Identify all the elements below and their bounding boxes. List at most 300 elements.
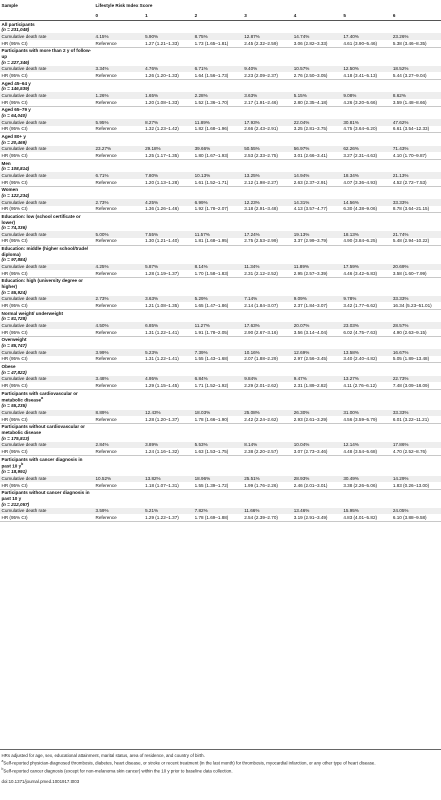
cumulative-death-rate-value: 71.43% bbox=[391, 146, 441, 153]
hazard-ratio-value: 4.26 (3.20–5.66) bbox=[342, 99, 392, 106]
cumulative-death-rate-value: 8.27% bbox=[144, 119, 194, 126]
header-row-2 bbox=[0, 10, 441, 21]
section-sample-size: (n = 146,539) bbox=[1, 86, 30, 92]
hazard-ratio-value: 1.21 (1.08–1.35) bbox=[144, 302, 194, 309]
section-title: Obese bbox=[1, 363, 16, 369]
section-label bbox=[0, 21, 94, 34]
hazard-ratio-value: 1.28 (1.19–1.37) bbox=[144, 270, 194, 277]
footnote-a bbox=[2, 759, 440, 767]
section-sample-size: (n = 175,813) bbox=[1, 435, 30, 441]
section-label bbox=[0, 160, 94, 173]
score-header: 6 bbox=[391, 10, 441, 21]
section-filler bbox=[94, 80, 441, 93]
cumulative-death-rate-value: 3.89% bbox=[144, 442, 194, 449]
cumulative-death-rate-value: 12.14% bbox=[342, 442, 392, 449]
sample-column-header: Sample bbox=[1, 3, 18, 8]
section-label bbox=[0, 456, 94, 476]
hazard-ratio-value: 2.17 (1.91–2.46) bbox=[243, 99, 293, 106]
hazard-ratio-value: 4.83 (4.01–5.82) bbox=[342, 514, 392, 521]
hazard-ratio-value: 3.37 (2.99–3.79) bbox=[292, 238, 342, 245]
footnote-marker: b bbox=[21, 462, 24, 467]
footnote-b-text: Self-reported cancer diagnosis (except for non-melanoma skin cancer) within the 10 y prior to baseline data collection. bbox=[3, 768, 233, 774]
hazard-ratio-value: 4.11 (2.76–6.12) bbox=[342, 382, 392, 389]
cumulative-death-rate-value: 50.55% bbox=[243, 146, 293, 153]
cumulative-death-rate-value: 2.73% bbox=[94, 199, 144, 206]
section-title: Education: low (school certificate or lower) bbox=[1, 213, 81, 225]
hazard-ratio-value: 4.18 (3.41–5.13) bbox=[342, 72, 392, 79]
cumulative-death-rate-row bbox=[0, 442, 441, 449]
cumulative-death-rate-value: 10.04% bbox=[292, 442, 342, 449]
cumulative-death-rate-label: Cumulative death rate bbox=[0, 376, 94, 383]
score-header: 0 bbox=[94, 10, 144, 21]
cumulative-death-rate-value: 33.33% bbox=[391, 199, 441, 206]
hazard-ratio-value: 4.07 (3.36–4.93) bbox=[342, 179, 392, 186]
section-row bbox=[0, 213, 441, 231]
cumulative-death-rate-value: 25.08% bbox=[243, 410, 293, 417]
cumulative-death-rate-label: Cumulative death rate bbox=[0, 508, 94, 515]
cumulative-death-rate-row bbox=[0, 146, 441, 153]
cumulative-death-rate-label: Cumulative death rate bbox=[0, 476, 94, 483]
section-row bbox=[0, 336, 441, 349]
hazard-ratio-value: 3.07 (2.73–3.46) bbox=[292, 448, 342, 455]
cumulative-death-rate-row bbox=[0, 476, 441, 483]
cumulative-death-rate-value: 20.07% bbox=[292, 322, 342, 329]
cumulative-death-rate-value: 2.28% bbox=[193, 92, 243, 99]
cumulative-death-rate-value: 14.94% bbox=[292, 172, 342, 179]
cumulative-death-rate-value: 17.63% bbox=[243, 322, 293, 329]
hazard-ratio-value: 4.90 (3.84–6.25) bbox=[342, 238, 392, 245]
cumulative-death-rate-value: 3.48% bbox=[94, 376, 144, 383]
hazard-ratio-value: 2.53 (2.33–2.75) bbox=[243, 152, 293, 159]
hazard-ratio-value: 4.10 (1.70–9.87) bbox=[391, 152, 441, 159]
section-filler bbox=[94, 489, 441, 507]
hazard-ratio-row bbox=[0, 152, 441, 159]
cumulative-death-rate-value: 5.90% bbox=[144, 33, 194, 40]
section-sample-size: (n = 122,234) bbox=[1, 192, 30, 198]
hazard-ratio-value: 5.44 (3.27–9.04) bbox=[391, 72, 441, 79]
hazard-ratio-value: Reference bbox=[94, 514, 144, 521]
cumulative-death-rate-value: 7.39% bbox=[193, 349, 243, 356]
section-row bbox=[0, 277, 441, 295]
hazard-ratio-value: 4.13 (3.57–4.77) bbox=[292, 206, 342, 213]
score-header: 3 bbox=[243, 10, 293, 21]
cumulative-death-rate-label: Cumulative death rate bbox=[0, 296, 94, 303]
hazard-ratio-value: 1.92 (1.78–2.07) bbox=[193, 206, 243, 213]
footnote-marker: a bbox=[41, 396, 44, 401]
hazard-ratio-row bbox=[0, 270, 441, 277]
hazard-ratio-value: 2.07 (1.88–2.29) bbox=[243, 356, 293, 363]
section-row bbox=[0, 363, 441, 376]
cumulative-death-rate-value: 5.29% bbox=[193, 296, 243, 303]
hazard-ratio-value: 2.93 (2.61–3.29) bbox=[292, 416, 342, 423]
hazard-ratio-value: Reference bbox=[94, 448, 144, 455]
table-body bbox=[0, 21, 441, 522]
cumulative-death-rate-value: 9.47% bbox=[292, 376, 342, 383]
cumulative-death-rate-label: Cumulative death rate bbox=[0, 146, 94, 153]
hazard-ratio-value: 1.20 (1.08–1.33) bbox=[144, 99, 194, 106]
section-sample-size: (n = 47,822) bbox=[1, 369, 27, 375]
section-label bbox=[0, 245, 94, 263]
cumulative-death-rate-value: 8.14% bbox=[243, 442, 293, 449]
cumulative-death-rate-value: 47.62% bbox=[391, 119, 441, 126]
hazard-ratio-value: 2.54 (2.39–2.70) bbox=[243, 514, 293, 521]
cumulative-death-rate-value: 56.97% bbox=[292, 146, 342, 153]
hazard-ratio-value: 2.90 (2.67–3.16) bbox=[243, 329, 293, 336]
hazard-ratio-value: 2.63 (2.37–2.91) bbox=[292, 179, 342, 186]
hazard-ratio-value: 8.78 (3.64–21.15) bbox=[391, 206, 441, 213]
cumulative-death-rate-value: 18.96% bbox=[193, 476, 243, 483]
cumulative-death-rate-label: Cumulative death rate bbox=[0, 92, 94, 99]
table-header bbox=[0, 0, 441, 21]
hazard-ratio-label: HR (95% CI) bbox=[0, 448, 94, 455]
hazard-ratio-value: Reference bbox=[94, 270, 144, 277]
cumulative-death-rate-row bbox=[0, 172, 441, 179]
footnote-b-mark: b bbox=[1, 767, 4, 772]
cumulative-death-rate-row bbox=[0, 119, 441, 126]
cumulative-death-rate-value: 18.03% bbox=[193, 410, 243, 417]
cumulative-death-rate-value: 23.03% bbox=[342, 322, 392, 329]
section-row bbox=[0, 106, 441, 119]
cumulative-death-rate-label: Cumulative death rate bbox=[0, 33, 94, 40]
hazard-ratio-value: 1.64 (1.56–1.73) bbox=[193, 72, 243, 79]
hazard-ratio-row bbox=[0, 99, 441, 106]
hazard-ratio-value: Reference bbox=[94, 152, 144, 159]
hazard-ratio-value: 6.01 (3.22–11.21) bbox=[391, 416, 441, 423]
hazard-ratio-value: 3.18 (2.91–3.48) bbox=[243, 206, 293, 213]
cumulative-death-rate-value: 21.13% bbox=[391, 172, 441, 179]
hazard-ratio-value: 1.63 (1.53–1.75) bbox=[193, 448, 243, 455]
cumulative-death-rate-value: 18.52% bbox=[391, 66, 441, 73]
section-title: Men bbox=[1, 160, 11, 166]
cumulative-death-rate-value: 2.73% bbox=[94, 296, 144, 303]
hazard-ratio-value: 3.56 (3.14–4.04) bbox=[292, 329, 342, 336]
cumulative-death-rate-value: 12.23% bbox=[243, 199, 293, 206]
hazard-ratio-value: 2.45 (2.32–2.59) bbox=[243, 40, 293, 47]
blank-header-cell bbox=[0, 10, 94, 21]
hazard-ratio-value: 1.78 (1.69–1.88) bbox=[193, 514, 243, 521]
hazard-ratio-value: 4.56 (3.59–5.79) bbox=[342, 416, 392, 423]
section-row bbox=[0, 390, 441, 410]
section-row bbox=[0, 245, 441, 263]
hazard-ratio-value: 4.75 (3.64–6.20) bbox=[342, 126, 392, 133]
cumulative-death-rate-value: 5.15% bbox=[292, 92, 342, 99]
hazard-ratio-value: 2.31 (2.12–2.52) bbox=[243, 270, 293, 277]
hazard-ratio-value: 1.31 (1.22–1.41) bbox=[144, 329, 194, 336]
cumulative-death-rate-value: 10.13% bbox=[193, 172, 243, 179]
score-header: 1 bbox=[144, 10, 194, 21]
cumulative-death-rate-row bbox=[0, 376, 441, 383]
cumulative-death-rate-value: 13.25% bbox=[243, 172, 293, 179]
header-row-1 bbox=[0, 0, 441, 10]
cumulative-death-rate-value: 17.40% bbox=[342, 33, 392, 40]
cumulative-death-rate-value: 4.25% bbox=[144, 199, 194, 206]
section-label bbox=[0, 363, 94, 376]
hazard-ratio-label: HR (95% CI) bbox=[0, 72, 94, 79]
section-label bbox=[0, 390, 94, 410]
hazard-ratio-value: 1.83 (0.26–13.00) bbox=[391, 482, 441, 489]
cumulative-death-rate-value: 7.82% bbox=[193, 508, 243, 515]
score-header: 4 bbox=[292, 10, 342, 21]
hazard-ratio-value: 2.38 (2.20–2.57) bbox=[243, 448, 293, 455]
hazard-ratio-label: HR (95% CI) bbox=[0, 126, 94, 133]
hazard-ratio-value: 3.27 (2.31–4.63) bbox=[342, 152, 392, 159]
hazard-ratio-value: 2.66 (2.43–2.91) bbox=[243, 126, 293, 133]
cumulative-death-rate-value: 17.24% bbox=[243, 231, 293, 238]
cumulative-death-rate-label: Cumulative death rate bbox=[0, 410, 94, 417]
cumulative-death-rate-value: 7.55% bbox=[144, 231, 194, 238]
cumulative-death-rate-value: 13.27% bbox=[342, 376, 392, 383]
hazard-ratio-value: 1.29 (1.15–1.45) bbox=[144, 382, 194, 389]
hazard-ratio-value: 1.81 (1.68–1.95) bbox=[193, 238, 243, 245]
hazard-ratio-value: 3.06 (2.82–3.33) bbox=[292, 40, 342, 47]
cumulative-death-rate-value: 9.40% bbox=[243, 66, 293, 73]
cumulative-death-rate-value: 11.89% bbox=[292, 264, 342, 271]
cumulative-death-rate-value: 39.66% bbox=[193, 146, 243, 153]
cumulative-death-rate-row bbox=[0, 92, 441, 99]
hazard-ratio-value: Reference bbox=[94, 40, 144, 47]
cumulative-death-rate-value: 18.13% bbox=[342, 231, 392, 238]
cumulative-death-rate-value: 5.53% bbox=[193, 442, 243, 449]
cumulative-death-rate-value: 5.23% bbox=[144, 349, 194, 356]
hazard-ratio-value: 1.24 (1.16–1.32) bbox=[144, 448, 194, 455]
section-sample-size: (n = 20,469) bbox=[1, 139, 27, 145]
hazard-ratio-row bbox=[0, 179, 441, 186]
hazard-ratio-value: 7.48 (3.09–18.09) bbox=[391, 382, 441, 389]
cumulative-death-rate-value: 16.67% bbox=[391, 349, 441, 356]
hazard-ratio-label: HR (95% CI) bbox=[0, 40, 94, 47]
section-sample-size: (n = 55,924) bbox=[1, 289, 27, 295]
cumulative-death-rate-value: 28.93% bbox=[292, 476, 342, 483]
hazard-ratio-row bbox=[0, 416, 441, 423]
hazard-ratio-value: 1.91 (1.78–2.05) bbox=[193, 329, 243, 336]
hazard-ratio-value: 16.34 (5.23–51.01) bbox=[391, 302, 441, 309]
hazard-ratio-row bbox=[0, 238, 441, 245]
section-title: Participants with more than 2 y of follow-up bbox=[1, 48, 92, 59]
hazard-ratio-value: Reference bbox=[94, 416, 144, 423]
section-title: Education: high (university degree or higher) bbox=[1, 278, 83, 290]
hazard-ratio-value: 4.70 (2.52–8.76) bbox=[391, 448, 441, 455]
hazard-ratio-value: 1.20 (1.13–1.28) bbox=[144, 179, 194, 186]
cumulative-death-rate-value: 3.99% bbox=[94, 349, 144, 356]
cumulative-death-rate-value: 17.93% bbox=[243, 119, 293, 126]
section-filler bbox=[94, 160, 441, 173]
section-row bbox=[0, 21, 441, 34]
section-title: All participants bbox=[1, 21, 35, 27]
hazard-ratio-value: 1.55 (1.43–1.68) bbox=[193, 356, 243, 363]
hazard-ratio-value: 1.73 (1.65–1.81) bbox=[193, 40, 243, 47]
cumulative-death-rate-value: 3.63% bbox=[144, 296, 194, 303]
section-title: Normal weight/ underweight bbox=[1, 310, 64, 316]
section-sample-size: (n = 64,040) bbox=[1, 112, 27, 118]
section-filler bbox=[94, 363, 441, 376]
hazard-ratio-value: 1.71 (1.52–1.92) bbox=[193, 382, 243, 389]
hazard-ratio-value: 2.31 (1.89–2.82) bbox=[292, 382, 342, 389]
score-header: 5 bbox=[342, 10, 392, 21]
cumulative-death-rate-value: 14.29% bbox=[391, 476, 441, 483]
hazard-ratio-label: HR (95% CI) bbox=[0, 382, 94, 389]
cumulative-death-rate-value: 3.63% bbox=[243, 92, 293, 99]
section-filler bbox=[94, 186, 441, 199]
footer-divider bbox=[0, 749, 441, 750]
cumulative-death-rate-value: 8.75% bbox=[193, 33, 243, 40]
cumulative-death-rate-row bbox=[0, 410, 441, 417]
cumulative-death-rate-row bbox=[0, 264, 441, 271]
cumulative-death-rate-label: Cumulative death rate bbox=[0, 199, 94, 206]
hazard-ratio-value: 3.40 (2.40–4.82) bbox=[342, 356, 392, 363]
hazard-ratio-value: 6.10 (3.88–9.58) bbox=[391, 514, 441, 521]
cumulative-death-rate-value: 6.99% bbox=[193, 199, 243, 206]
cumulative-death-rate-value: 10.57% bbox=[292, 66, 342, 73]
hazard-ratio-value: 1.32 (1.23–1.42) bbox=[144, 126, 194, 133]
cumulative-death-rate-value: 14.56% bbox=[342, 199, 392, 206]
section-label bbox=[0, 47, 94, 65]
hazard-ratio-value: 1.36 (1.26–1.46) bbox=[144, 206, 194, 213]
hazard-ratio-value: 1.55 (1.39–1.72) bbox=[193, 482, 243, 489]
cumulative-death-rate-value: 13.46% bbox=[292, 508, 342, 515]
section-label bbox=[0, 336, 94, 349]
cumulative-death-rate-value: 12.87% bbox=[243, 33, 293, 40]
section-label bbox=[0, 423, 94, 441]
cumulative-death-rate-value: 11.57% bbox=[193, 231, 243, 238]
cumulative-death-rate-value: 30.49% bbox=[342, 476, 392, 483]
hazard-ratio-value: 3.42 (1.77–6.62) bbox=[342, 302, 392, 309]
cumulative-death-rate-value: 1.65% bbox=[144, 92, 194, 99]
section-title: Participants without cardiovascular or metabolic disease bbox=[1, 424, 85, 436]
section-title: Women bbox=[1, 187, 19, 193]
section-label bbox=[0, 80, 94, 93]
cumulative-death-rate-value: 5.00% bbox=[94, 231, 144, 238]
footnote-a-text: Self-reported physician-diagnosed thrombosis, diabetes, heart disease, or stroke or recent treatment (in the last month) for thrombosis, myocardial infarction, or any other type of heart disease. bbox=[3, 760, 376, 766]
hazard-ratio-value: 2.95 (2.57–3.39) bbox=[292, 270, 342, 277]
section-row bbox=[0, 80, 441, 93]
section-row bbox=[0, 160, 441, 173]
section-label bbox=[0, 106, 94, 119]
hazard-ratio-value: Reference bbox=[94, 329, 144, 336]
section-title: Aged 45–64 y bbox=[1, 80, 31, 86]
cumulative-death-rate-value: 7.14% bbox=[243, 296, 293, 303]
hazard-ratio-value: 2.97 (2.56–3.45) bbox=[292, 356, 342, 363]
section-filler bbox=[94, 47, 441, 65]
cumulative-death-rate-value: 18.34% bbox=[342, 172, 392, 179]
cumulative-death-rate-value: 26.30% bbox=[292, 410, 342, 417]
hazard-ratio-value: 5.05 (1.89–13.48) bbox=[391, 356, 441, 363]
section-sample-size: (n = 212,057) bbox=[1, 501, 30, 507]
hazard-ratio-value: Reference bbox=[94, 302, 144, 309]
cumulative-death-rate-row bbox=[0, 322, 441, 329]
hazard-ratio-value: 5.48 (2.94–10.22) bbox=[391, 238, 441, 245]
hazard-ratio-label: HR (95% CI) bbox=[0, 416, 94, 423]
hazard-ratio-value: Reference bbox=[94, 179, 144, 186]
hazard-ratio-label: HR (95% CI) bbox=[0, 152, 94, 159]
cumulative-death-rate-value: 9.08% bbox=[342, 92, 392, 99]
section-label bbox=[0, 489, 94, 507]
hazard-ratio-value: 1.25 (1.17–1.35) bbox=[144, 152, 194, 159]
adjustment-note: HRs adjusted for age, sex, educational attainment, marital status, area of residence, and country of birth. bbox=[1, 753, 205, 758]
section-sample-size: (n = 74,336) bbox=[1, 225, 27, 231]
hazard-ratio-row bbox=[0, 356, 441, 363]
cumulative-death-rate-value: 6.84% bbox=[193, 376, 243, 383]
hazard-ratio-value: 1.78 (1.66–1.90) bbox=[193, 416, 243, 423]
section-row bbox=[0, 47, 441, 65]
hazard-ratio-value: 1.28 (1.20–1.37) bbox=[144, 416, 194, 423]
cumulative-death-rate-row bbox=[0, 231, 441, 238]
cumulative-death-rate-value: 6.71% bbox=[193, 66, 243, 73]
section-sample-size: (n = 97,884) bbox=[1, 257, 27, 263]
cumulative-death-rate-value: 25.51% bbox=[243, 476, 293, 483]
hazard-ratio-value: 1.82 (1.68–1.96) bbox=[193, 126, 243, 133]
hazard-ratio-value: 4.90 (2.63–9.15) bbox=[391, 329, 441, 336]
section-filler bbox=[94, 277, 441, 295]
hazard-ratio-value: Reference bbox=[94, 356, 144, 363]
cumulative-death-rate-value: 4.15% bbox=[94, 33, 144, 40]
hazard-ratio-row bbox=[0, 329, 441, 336]
footnote-a-mark: a bbox=[1, 759, 4, 764]
hazard-ratio-label: HR (95% CI) bbox=[0, 514, 94, 521]
hazard-ratio-value: 6.30 (4.38–9.06) bbox=[342, 206, 392, 213]
hazard-ratio-value: 3.59 (1.48–8.66) bbox=[391, 99, 441, 106]
cumulative-death-rate-value: 15.95% bbox=[342, 508, 392, 515]
hazard-ratio-value: Reference bbox=[94, 238, 144, 245]
hazard-ratio-label: HR (95% CI) bbox=[0, 356, 94, 363]
cumulative-death-rate-row bbox=[0, 33, 441, 40]
cumulative-death-rate-label: Cumulative death rate bbox=[0, 442, 94, 449]
hazard-ratio-value: Reference bbox=[94, 482, 144, 489]
cumulative-death-rate-value: 21.74% bbox=[391, 231, 441, 238]
cumulative-death-rate-row bbox=[0, 199, 441, 206]
section-row bbox=[0, 423, 441, 441]
cumulative-death-rate-value: 29.18% bbox=[144, 146, 194, 153]
section-filler bbox=[94, 21, 441, 34]
cumulative-death-rate-value: 8.14% bbox=[193, 264, 243, 271]
cumulative-death-rate-label: Cumulative death rate bbox=[0, 66, 94, 73]
hazard-ratio-value: 1.27 (1.21–1.33) bbox=[144, 40, 194, 47]
hazard-ratio-label: HR (95% CI) bbox=[0, 179, 94, 186]
section-filler bbox=[94, 133, 441, 146]
hazard-ratio-value: 1.29 (1.22–1.37) bbox=[144, 514, 194, 521]
cumulative-death-rate-value: 6.71% bbox=[94, 172, 144, 179]
hazard-ratio-row bbox=[0, 40, 441, 47]
cumulative-death-rate-value: 8.89% bbox=[94, 410, 144, 417]
cumulative-death-rate-value: 4.95% bbox=[144, 376, 194, 383]
section-row bbox=[0, 186, 441, 199]
hazard-ratio-value: 2.14 (1.84–3.07) bbox=[243, 302, 293, 309]
hazard-ratio-row bbox=[0, 482, 441, 489]
section-filler bbox=[94, 336, 441, 349]
hazard-ratio-row bbox=[0, 514, 441, 521]
section-label bbox=[0, 277, 94, 295]
hazard-ratio-row bbox=[0, 72, 441, 79]
cumulative-death-rate-value: 17.59% bbox=[342, 264, 392, 271]
cumulative-death-rate-row bbox=[0, 296, 441, 303]
cumulative-death-rate-value: 7.80% bbox=[144, 172, 194, 179]
hazard-ratio-label: HR (95% CI) bbox=[0, 329, 94, 336]
section-sample-size: (n = 108,814) bbox=[1, 166, 30, 172]
hazard-ratio-value: 1.70 (1.58–1.83) bbox=[193, 270, 243, 277]
hazard-ratio-label: HR (95% CI) bbox=[0, 270, 94, 277]
section-filler bbox=[94, 390, 441, 410]
hazard-ratio-value: 2.12 (1.98–2.27) bbox=[243, 179, 293, 186]
cumulative-death-rate-label: Cumulative death rate bbox=[0, 349, 94, 356]
cumulative-death-rate-value: 3.59% bbox=[94, 508, 144, 515]
section-label bbox=[0, 213, 94, 231]
section-sample-size: (n = 81,728) bbox=[1, 316, 27, 322]
hazard-ratio-label: HR (95% CI) bbox=[0, 302, 94, 309]
cumulative-death-rate-value: 11.89% bbox=[193, 119, 243, 126]
section-filler bbox=[94, 456, 441, 476]
hazard-ratio-value: 1.65 (1.47–1.86) bbox=[193, 302, 243, 309]
section-label bbox=[0, 133, 94, 146]
cumulative-death-rate-value: 9.09% bbox=[292, 296, 342, 303]
